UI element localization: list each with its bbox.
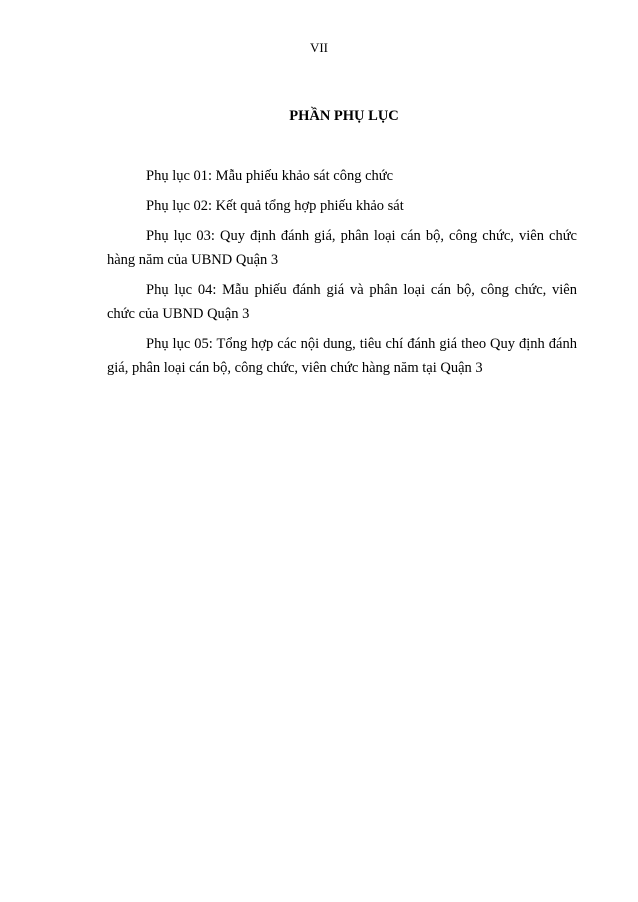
page-title: PHẦN PHỤ LỤC — [289, 108, 399, 124]
appendix-item-05: Phụ lục 05: Tổng hợp các nội dung, tiêu chí đánh giá theo Quy định đánh giá, phân loại cán bộ, công chức, viên chức hàng năm tại Quận 3 — [107, 336, 577, 376]
appendix-item-01: Phụ lục 01: Mẫu phiếu khảo sát công chức — [146, 168, 394, 184]
appendix-item-02: Phụ lục 02: Kết quả tổng hợp phiếu khảo sát — [146, 198, 404, 214]
appendix-list — [107, 164, 577, 386]
appendix-item-04: Phụ lục 04: Mẫu phiếu đánh giá và phân loại cán bộ, công chức, viên chức của UBND Quận 3 — [107, 282, 577, 322]
page-number: VII — [309, 40, 329, 55]
appendix-item-03: Phụ lục 03: Quy định đánh giá, phân loại cán bộ, công chức, viên chức hàng năm của UBND Quận 3 — [107, 228, 577, 268]
